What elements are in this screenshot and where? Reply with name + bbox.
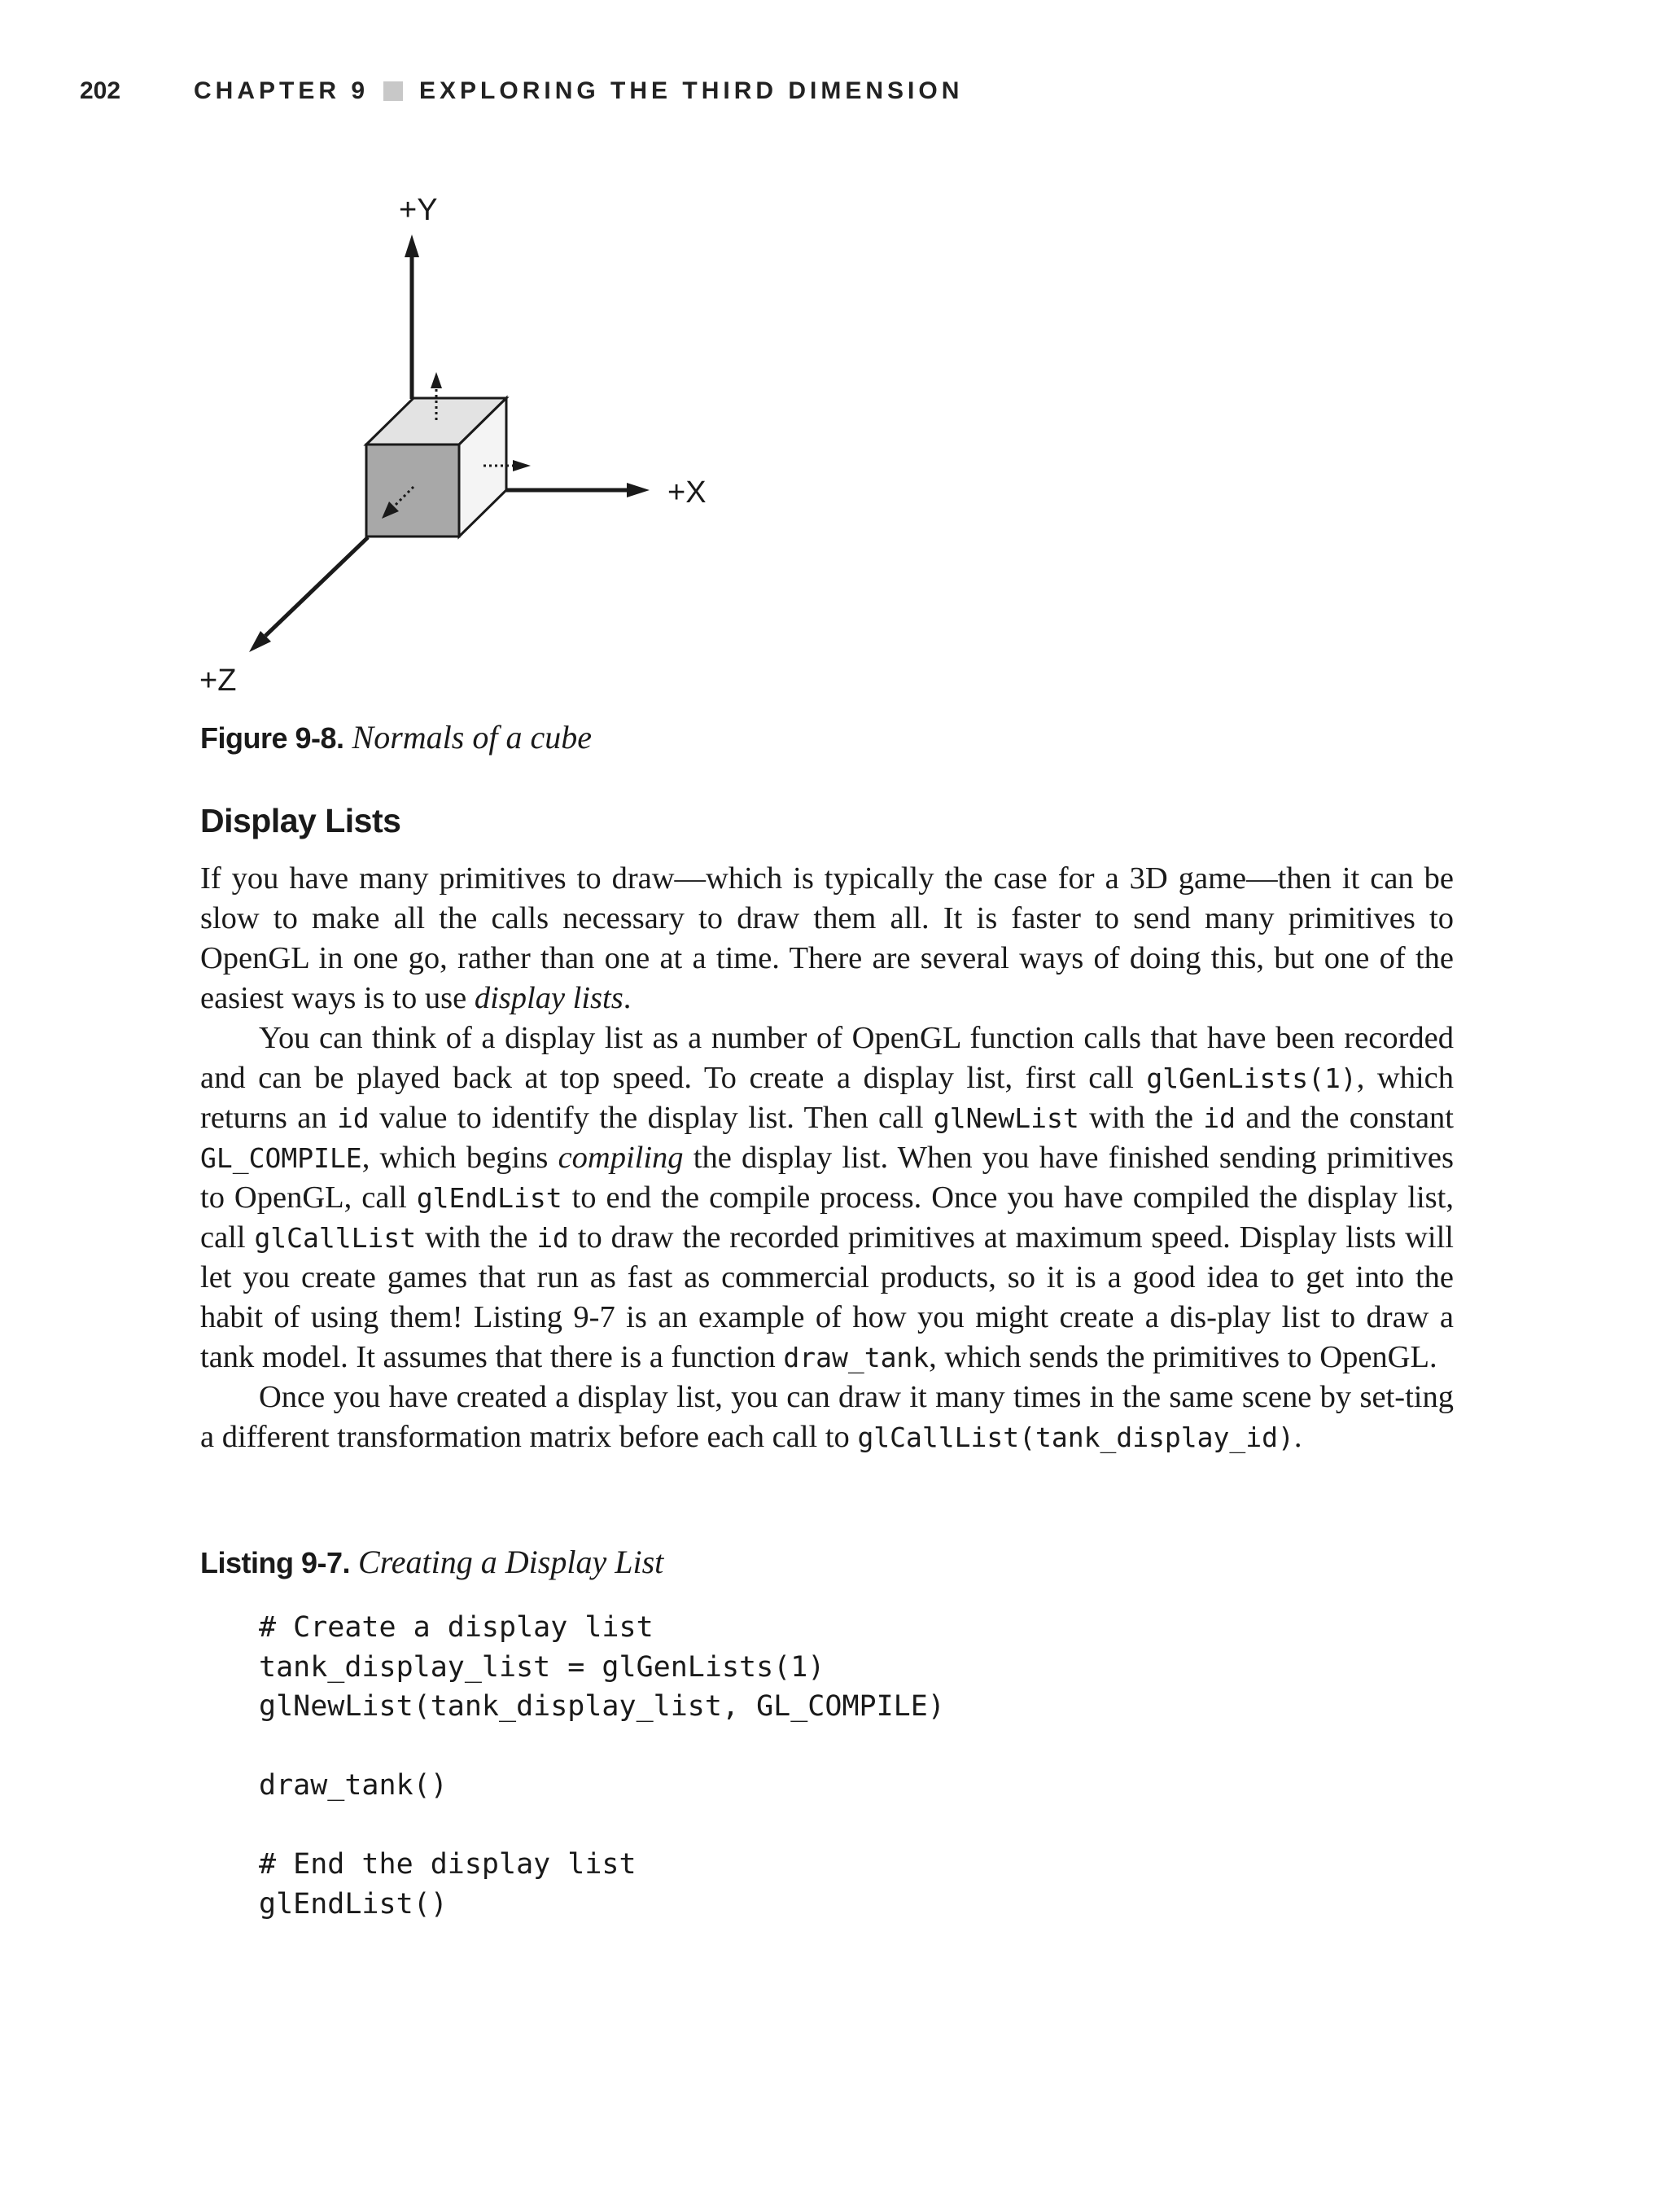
y-axis-label: +Y bbox=[399, 193, 438, 227]
code-glgenlists: glGenLists(1) bbox=[1146, 1062, 1357, 1094]
page-number: 202 bbox=[80, 77, 121, 104]
code-draw-tank: draw_tank bbox=[783, 1342, 930, 1373]
section-heading: Display Lists bbox=[200, 802, 401, 839]
code-glnewlist: glNewList bbox=[933, 1102, 1079, 1134]
code-glcalllist: glCallList bbox=[254, 1222, 417, 1254]
code-gl-compile: GL_COMPILE bbox=[200, 1142, 362, 1174]
code-line: glEndList() bbox=[259, 1887, 448, 1921]
paragraph-2-text-10: to draw the recorded primitives at maximum speed. Display lists will let you create games that run as fast as commercial products, so it is a good idea to get into the habit of using them! Listing 9-7 is an example of how you might create a dis-play list to draw a tank model. It assumes that there is a function bbox=[200, 1220, 1454, 1374]
paragraph-2-text-8: to end the compile process. Once you have compiled the display list, call bbox=[200, 1180, 1454, 1255]
code-line: # Create a display list bbox=[259, 1611, 654, 1644]
paragraph-3 bbox=[200, 1378, 1454, 1457]
paragraph-2-text-9: with the bbox=[416, 1220, 537, 1255]
code-id: id bbox=[536, 1222, 569, 1254]
code-id: id bbox=[1203, 1102, 1236, 1134]
listing-caption-title: Creating a Display List bbox=[358, 1544, 664, 1580]
x-axis-label: +X bbox=[667, 475, 707, 510]
code-line: # End the display list bbox=[259, 1848, 637, 1881]
paragraph-1-text-1: If you have many primitives to draw—which is typically the case for a 3D game—then it can be slow to make all the calls necessary to draw them all. It is faster to send many primitives to OpenGL in one go, rather than one at a time. There are several ways of doing this, but one of the easiest ways is to use bbox=[200, 861, 1454, 1015]
y-axis-arrowhead bbox=[405, 234, 419, 257]
paragraph-2-text-7: the display list. When you have finished sending primitives to OpenGL, call bbox=[200, 1141, 1454, 1215]
chapter-label: CHAPTER 9 bbox=[194, 77, 370, 104]
x-axis-arrowhead bbox=[627, 483, 650, 497]
cube-normals-figure bbox=[0, 0, 1667, 716]
term-display-lists: display lists bbox=[474, 981, 623, 1015]
figure-caption bbox=[200, 718, 592, 756]
paragraph-2-text-4: with the bbox=[1079, 1101, 1204, 1135]
figure-caption-title: Normals of a cube bbox=[352, 719, 592, 756]
z-axis-label: +Z bbox=[199, 664, 237, 698]
listing-caption-label: Listing 9-7. bbox=[200, 1546, 351, 1579]
paragraph-2-text-3: value to identify the display list. Then call bbox=[369, 1101, 934, 1135]
z-axis bbox=[265, 537, 368, 636]
code-listing bbox=[259, 1608, 945, 1924]
paragraph-2-text-2: , which returns an bbox=[200, 1061, 1454, 1135]
paragraph-2-text-1: You can think of a display list as a number of OpenGL function calls that have been recorded and can be played back at top speed. To create a display list, first call bbox=[200, 1021, 1454, 1095]
code-line: draw_tank() bbox=[259, 1769, 448, 1802]
paragraph-2-text-5: and the constant bbox=[1236, 1101, 1455, 1135]
code-line: tank_display_list = glGenLists(1) bbox=[259, 1650, 825, 1684]
normal-up-arrowhead bbox=[431, 372, 442, 388]
paragraph-1-text-2: . bbox=[623, 981, 632, 1015]
chapter-title: EXPLORING THE THIRD DIMENSION bbox=[419, 77, 964, 104]
code-line bbox=[259, 1727, 945, 1767]
code-glendlist: glEndList bbox=[416, 1182, 562, 1214]
figure-caption-label: Figure 9-8. bbox=[200, 721, 344, 755]
paragraph-2-text-6: , which begins bbox=[361, 1141, 558, 1175]
paragraph-3-text-2: . bbox=[1293, 1420, 1302, 1454]
code-id: id bbox=[336, 1102, 370, 1134]
cube-front-face bbox=[366, 445, 459, 537]
paragraph-2 bbox=[200, 1018, 1454, 1378]
code-glcalllist-tank: glCallList(tank_display_id) bbox=[857, 1421, 1294, 1453]
paragraph-2-text-11: , which sends the primitives to OpenGL. bbox=[929, 1340, 1437, 1374]
code-line: glNewList(tank_display_list, GL_COMPILE) bbox=[259, 1690, 945, 1723]
paragraph-3-text-1: Once you have created a display list, you can draw it many times in the same scene by set-ting a different transformation matrix before each call to bbox=[200, 1380, 1454, 1454]
normal-right-arrowhead bbox=[513, 460, 531, 471]
paragraph-1 bbox=[200, 859, 1454, 1018]
code-line bbox=[259, 1806, 945, 1846]
listing-caption bbox=[200, 1543, 663, 1581]
term-compiling: compiling bbox=[558, 1141, 684, 1175]
body-text bbox=[200, 859, 1454, 1457]
